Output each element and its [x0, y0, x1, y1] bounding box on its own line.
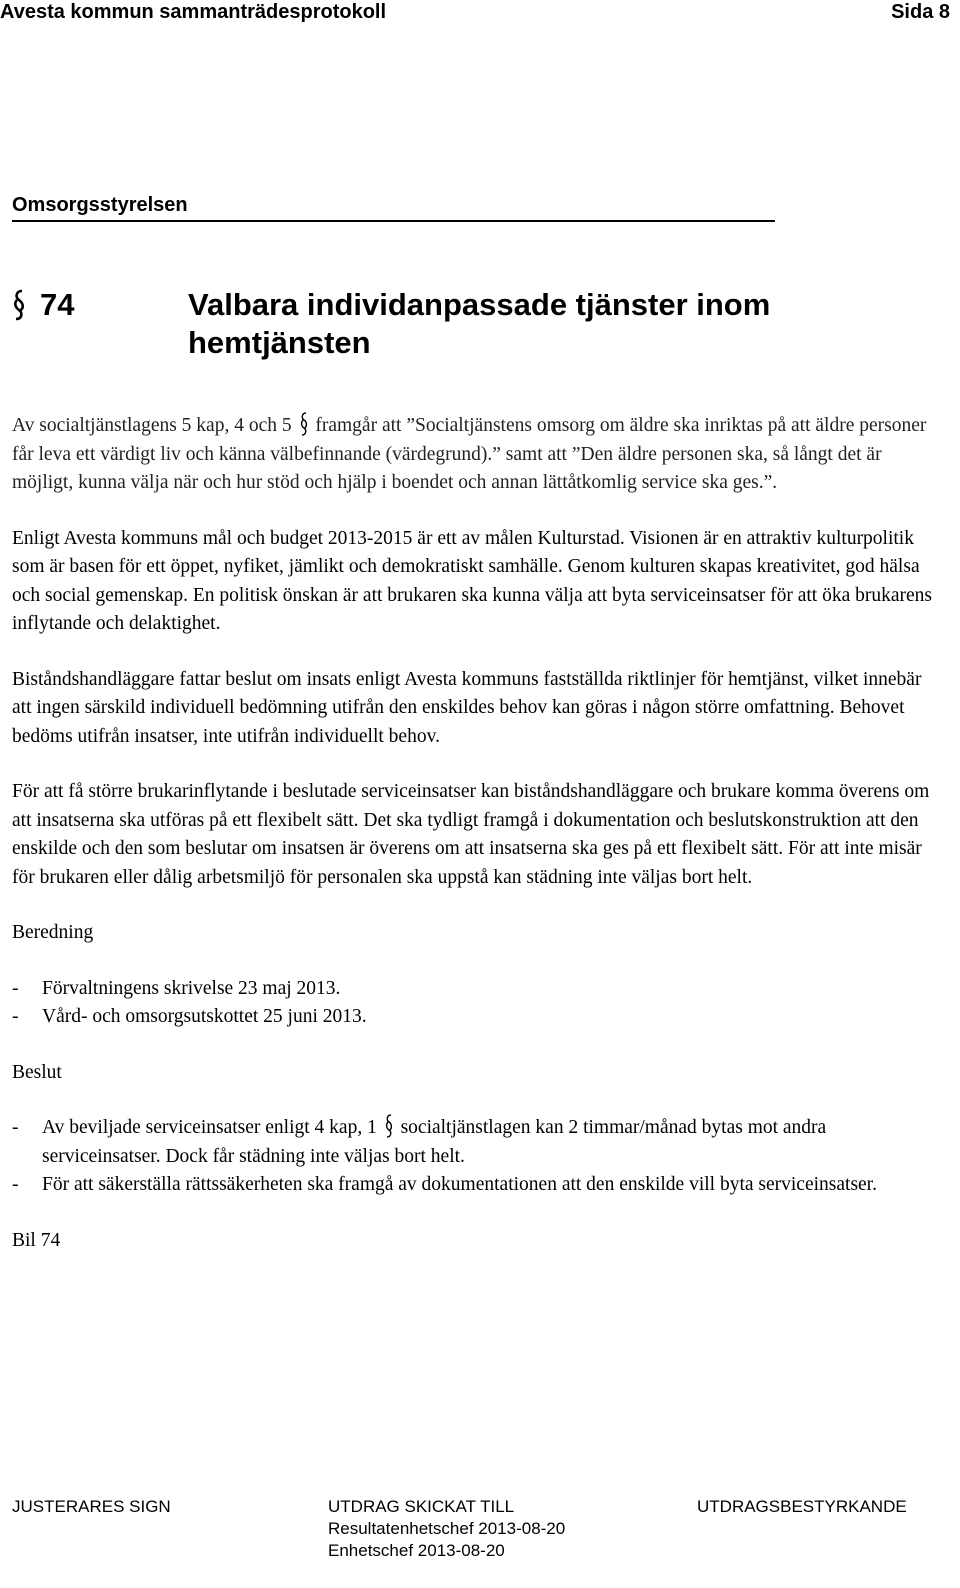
footer-distribution [328, 1496, 565, 1562]
page-number: Sida 8 [891, 1, 950, 23]
list-item-text: Förvaltningens skrivelse 23 maj 2013. [42, 977, 341, 999]
committee-underline [12, 220, 775, 222]
page-header-title: Avesta kommun sammanträdesprotokoll [0, 1, 387, 23]
list-item-text-part-b: socialtjänstlagen kan 2 timmar/månad bytas mot andra serviceinsatser. Dock får städning inte väljas bort helt. [42, 1117, 827, 1167]
section-title-line-1: Valbara individanpassade tjänster inom [188, 287, 771, 322]
footer-distribution-line: Enhetschef 2013-08-20 [328, 1541, 505, 1560]
list-item-text-part-a: Av beviljade serviceinsatser enligt 4 kap, 1 [42, 1117, 377, 1138]
section-number [12, 286, 74, 324]
beredning-heading: Beredning [12, 922, 94, 943]
beslut-list [12, 1114, 932, 1200]
footer-signature-label: JUSTERARES SIGN [12, 1497, 171, 1516]
paragraph-2: Enligt Avesta kommuns mål och budget 2013-2015 är ett av målen Kulturstad. Visionen är en attraktiv kulturpolitik som är basen för ett öppet, nyfiket, jämlikt och demokratiskt samhälle. Genom kulturen skapas kreativitet, god hälsa och social gemenskap. En politisk önskan är att brukaren ska kunna välja att byta serviceinsatser för att öka brukarens inflytande och delaktighet. [12, 527, 932, 634]
section-title-line-2: hemtjänsten [188, 325, 371, 360]
beslut-heading: Beslut [12, 1061, 62, 1083]
list-item [12, 1171, 932, 1200]
list-item-text: Vård- och omsorgsutskottet 25 juni 2013. [42, 1006, 367, 1027]
attachment-reference: Bil 74 [12, 1229, 61, 1251]
dash-marker: - [12, 1117, 19, 1138]
footer-certification-label: UTDRAGSBESTYRKANDE [697, 1497, 907, 1516]
list-item [12, 1114, 932, 1171]
section-sign-icon [12, 289, 26, 321]
paragraph-3: Biståndshandläggare fattar beslut om insats enligt Avesta kommuns fastställda riktlinjer för hemtjänst, vilket innebär att ingen särskild individuell bedömning utifrån den enskildes behov kan göras i någon större omfattning. Behovet bedöms utifrån insatser, inte utifrån individuellt behov. [12, 668, 922, 747]
dash-marker: - [12, 1006, 19, 1027]
dash-marker: - [12, 977, 19, 999]
beredning-list [12, 975, 932, 1032]
document-body [12, 412, 932, 1282]
footer-distribution-title: UTDRAG SKICKAT TILL [328, 1497, 515, 1516]
section-sign-icon [299, 412, 309, 436]
paragraph-4: För att få större brukarinflytande i beslutade serviceinsatser kan biståndshandläggare och brukare komma överens om att insatserna ska utföras på ett flexibelt sätt. Det ska tydligt framgå i dokumentation och beslutskonstruktion att den enskilde och den som beslutar om insatsen är överens om att insatserna ska ges på ett flexibelt sätt. För att inte misär för brukaren eller dålig arbetsmiljö för personalen ska uppstå kan städning inte väljas bort helt. [12, 781, 930, 888]
paragraph-1 [12, 412, 932, 498]
page-footer [0, 1496, 960, 1588]
section-number-text: 74 [40, 287, 75, 322]
list-item [12, 1003, 932, 1032]
list-item [12, 975, 932, 1004]
section-sign-icon [384, 1114, 394, 1138]
footer-distribution-line: Resultatenhetschef 2013-08-20 [328, 1519, 566, 1538]
list-item-text: För att säkerställa rättssäkerheten ska framgå av dokumentationen att den enskilde vill byta serviceinsatser. [42, 1174, 877, 1195]
paragraph-1-part-a: Av socialtjänstlagens 5 kap, 4 och 5 [12, 415, 292, 436]
committee-name: Omsorgsstyrelsen [12, 194, 188, 216]
paragraph-1-part-b: framgår att ”Socialtjänstens omsorg om äldre ska inriktas på att äldre personer får leva ett värdigt liv och känna välbefinnande (värdegrund).” samt att ”Den äldre personen ska, så långt det är möjligt, kunna välja när och hur stöd och hjälp i boendet och annan lättåtkomlig service ska ges.”. [12, 415, 927, 493]
section-title [188, 286, 848, 362]
dash-marker: - [12, 1174, 19, 1195]
